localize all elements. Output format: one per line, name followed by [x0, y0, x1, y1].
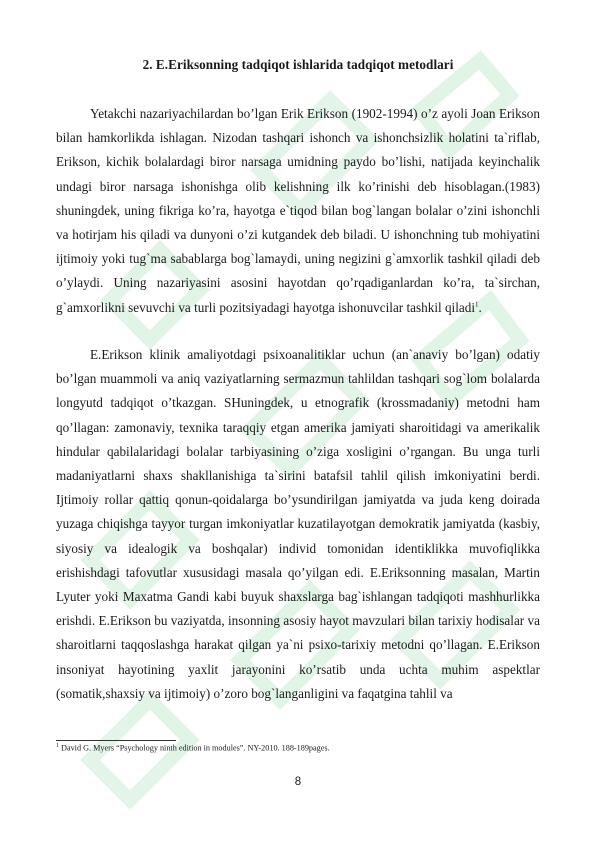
footnote-number: 1 [56, 743, 59, 749]
footnote [56, 741, 540, 754]
page-number: 8 [294, 776, 302, 788]
section-title: 2. E.Eriksonning tadqiqot ishlarida tadqiqot metodlari [142, 57, 454, 72]
footnote-reference[interactable]: 1 [474, 300, 479, 309]
paragraph-1-end: . [478, 299, 482, 315]
paragraph-2: E.Erikson klinik amaliyotdagi psixoanalitiklar uchun (an`anaviy bo’lgan) odatiy bo’lgan muammoli va aniq vaziyatlarning sermazmun tahlildan tashqari sog`lom bolalarda longyutd tadqiqot o’tkazgan. SHuningdek, u etnografik (krossmadaniy) metodni ham qo’llagan: zamonaviy, texnika taraqqiy etgan amerika jamiyati sharoitidagi va amerikalik hindular qabilalaridagi bolalar tarbiyasining o’ziga xosligini o’rgangan. Bu unga turli madaniyatlarni shaxs shakllanishiga ta`sirini batafsil tahlil qilish imkoniyatini berdi. Ijtimoiy rollar qattiq qonun-qoidalarga bo’ysundirilgan jamiyatda va juda keng doirada yuzaga chiqishga tayyor turgan imkoniyatlar kuzatilayotgan demokratik jamiyatda (kasbiy, siyosiy va idealogik va boshqalar) individ tomonidan identiklikka muvofiqlikka erishishdagi tafovutlar xususidagi masala qo’yilgan edi. E.Eriksonning masalan, Martin Lyuter yoki Maxatma Gandi kabi buyuk shaxslarga bag`ishlangan tadqiqoti mashhurlikka erishdi. E.Erikson bu vaziyatda, insonning asosiy hayot mavzulari bilan tarixiy hodisalar va sharoitlarni taqqoslashga harakat qilgan ya`ni psixo-tarixiy metodni qo’llagan. E.Erikson insoniyat hayotining yaxlit jarayonini ko’rsatib unda uchta muhim aspektlar (somatik,shaxsiy va ijtimoiy) o’zoro bog`langanligini va faqatgina tahlil va [56, 347, 540, 701]
paragraph-1 [56, 102, 540, 320]
paragraph-1-text: Yetakchi nazariyachilardan bo’lgan Erik Erikson (1902-1994) o’z ayoli Joan Erikson bilan hamkorlikda ishlagan. Nizodan tashqari ishonch va ishonchsizlik holatini ta`riflab, Erikson, kichik bolalardagi biror narsaga umidning paydo bo’lishi, natijada keyinchalik undagi biror narsaga ishonishga olib kelishning ilk ko’rinishi deb hisoblagan.(1983) shuningdek, uning fikriga ko’ra, hayotga e`tiqod bilan bog`langan bolalar o’zini ishonchli va hotirjam his qiladi va dunyoni o’zi kutgandek deb biladi. U ishonchning tub mohiyatini ijtimoiy yoki tug`ma sabablarga bog`lamaydi, uning negizini g`amxorlik tashkil qiladi deb o’ylaydi. Uning nazariyasini asosini hayotdan qo’rqadiganlardan ko’ra, ta`sirchan, g`amxorlikni sevuvchi va turli pozitsiyadagi hayotga ishonuvcilar tashkil qiladi [56, 106, 540, 315]
footnote-text: David G. Myers “Psychology ninth edition in modules”. NY-2010. 188-189pages. [59, 743, 330, 753]
